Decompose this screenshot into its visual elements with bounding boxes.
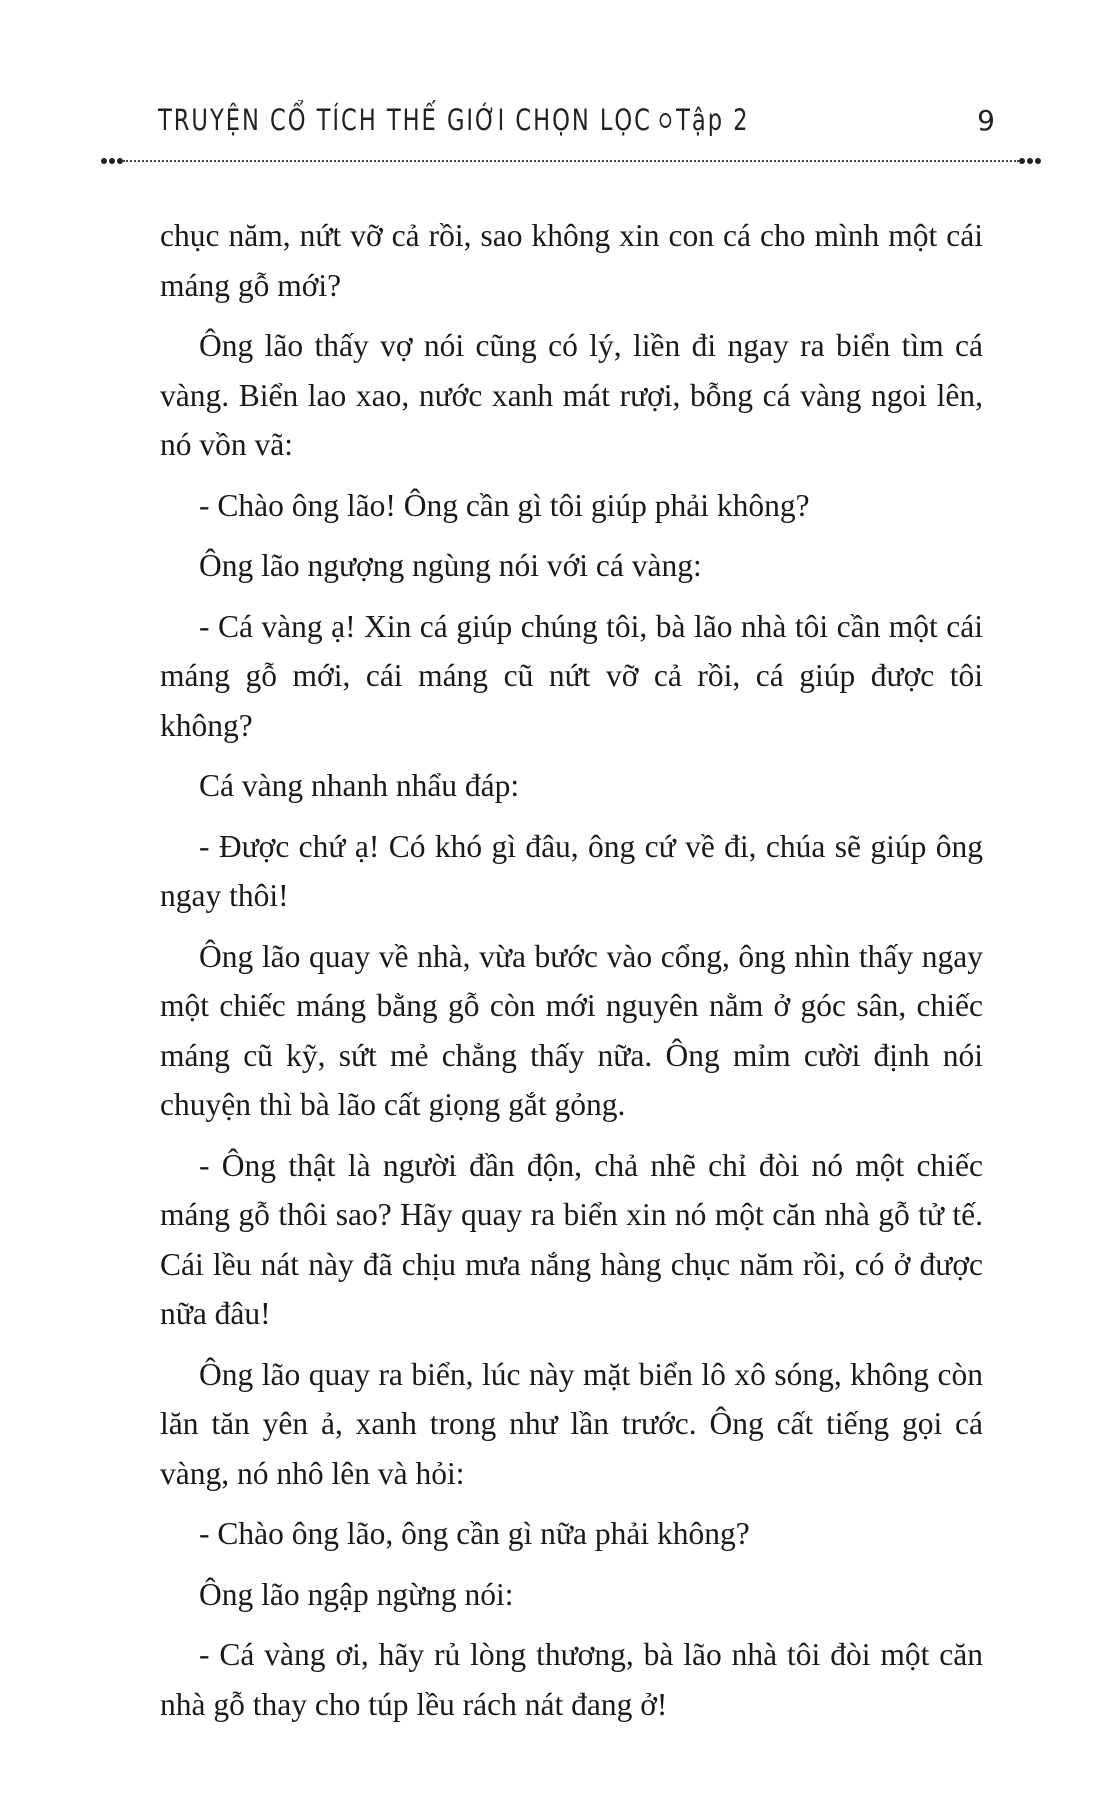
paragraph: chục năm, nứt vỡ cả rồi, sao không xin con cá cho mình một cái máng gỗ mới? [160,218,983,303]
header-divider [101,156,1041,166]
paragraph: Ông lão ngượng ngùng nói với cá vàng: [199,548,702,583]
paragraph: Cá vàng nhanh nhẩu đáp: [199,768,520,803]
body-text [160,211,983,1740]
paragraph: Ông lão quay ra biển, lúc này mặt biển lô xô sóng, không còn lăn tăn yên ả, xanh trong như lần trước. Ông cất tiếng gọi cá vàng, nó nhô lên và hỏi: [160,1356,983,1491]
paragraph: - Được chứ ạ! Có khó gì đâu, ông cứ về đi, chúa sẽ giúp ông ngay thôi! [160,828,983,913]
paragraph: - Chào ông lão, ông cần gì nữa phải không? [199,1516,750,1551]
paragraph: - Ông thật là người đần độn, chả nhẽ chỉ đòi nó một chiếc máng gỗ thôi sao? Hãy quay ra biển xin nó một căn nhà gỗ tử tế. Cái lều nát này đã chịu mưa nắng hàng chục năm rồi, có ở được nữa đâu! [160,1147,983,1331]
paragraph: - Cá vàng ơi, hãy rủ lòng thương, bà lão nhà tôi đòi một căn nhà gỗ thay cho túp lều rách nát đang ở! [160,1637,983,1722]
ornament-left-icon [101,156,123,166]
volume-label: Tập 2 [676,103,750,137]
running-header [158,103,988,147]
paragraph: Ông lão thấy vợ nói cũng có lý, liền đi ngay ra biển tìm cá vàng. Biển lao xao, nước xanh mát rượi, bỗng cá vàng ngoi lên, nó vồn vã: [160,328,983,462]
paragraph: - Chào ông lão! Ông cần gì tôi giúp phải không? [199,487,810,523]
ornament-right-icon [1019,156,1041,166]
paragraph: - Cá vàng ạ! Xin cá giúp chúng tôi, bà lão nhà tôi cần một cái máng gỗ mới, cái máng cũ nứt vỡ cả rồi, cá giúp được tôi không? [160,608,983,743]
paragraph: Ông lão ngập ngừng nói: [199,1576,514,1612]
page-number: 9 [977,104,995,137]
paragraph: Ông lão quay về nhà, vừa bước vào cổng, ông nhìn thấy ngay một chiếc máng bằng gỗ còn mới nguyên nằm ở góc sân, chiếc máng cũ kỹ, sứt mẻ chẳng thấy nữa. Ông mỉm cười định nói chuyện thì bà lão cất giọng gắt gỏng. [160,938,983,1122]
dotted-line [123,160,1019,162]
bullet-separator-icon [660,113,672,128]
running-title-group [158,103,749,137]
running-title: TRUYỆN CỔ TÍCH THẾ GIỚI CHỌN LỌC [158,103,652,137]
